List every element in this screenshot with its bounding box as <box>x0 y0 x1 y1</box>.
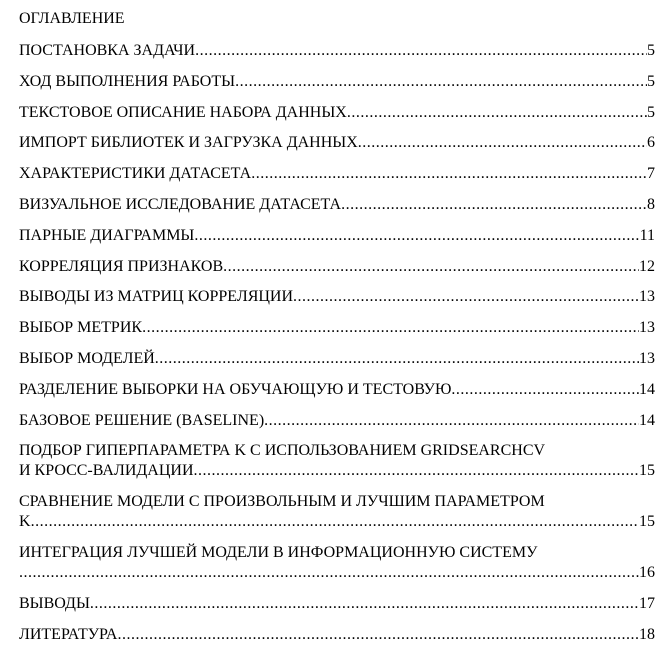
dot-leader <box>195 41 647 61</box>
toc-entry-page: 8 <box>647 195 655 213</box>
toc-entry-title: ПОСТАНОВКА ЗАДАЧИ <box>19 42 196 59</box>
dot-leader <box>341 195 647 215</box>
toc-entry-page: 15 <box>639 513 655 531</box>
toc-entry-train-test-split[interactable] <box>19 380 655 400</box>
dot-leader <box>31 512 639 532</box>
dot-leader <box>117 625 639 645</box>
toc-entry-page: 17 <box>639 594 655 612</box>
toc-entry-page: 15 <box>639 462 655 480</box>
toc-entry-title-line1: ИНТЕГРАЦИЯ ЛУЧШЕЙ МОДЕЛИ В ИНФОРМАЦИОННУЮ СИСТЕМУ <box>19 543 538 561</box>
toc-entry-title: ТЕКСТОВОЕ ОПИСАНИЕ НАБОРА ДАННЫХ <box>19 103 347 121</box>
toc-entry-hyperparameter-search[interactable] <box>19 441 655 481</box>
toc-entry-model-selection[interactable] <box>19 349 655 369</box>
dot-leader <box>142 318 639 338</box>
toc-entry-title: ХАРАКТЕРИСТИКИ ДАТАСЕТА <box>19 165 252 183</box>
toc-entry-title: ВЫВОДЫ <box>19 594 90 612</box>
dot-leader <box>451 380 639 400</box>
toc-entry-page: 7 <box>647 165 655 183</box>
toc-entry-library-import[interactable] <box>19 133 655 153</box>
toc-entry-title: ВЫБОР МОДЕЛЕЙ <box>19 349 155 367</box>
toc-entry-dataset-characteristics[interactable] <box>19 164 655 184</box>
toc-entry-title-line2: K <box>19 513 31 531</box>
toc-entry-metric-selection[interactable] <box>19 318 655 338</box>
toc-entry-page: 12 <box>639 257 655 275</box>
toc-entry-page: 14 <box>639 411 655 429</box>
toc-entry-title: ВЫВОДЫ ИЗ МАТРИЦ КОРРЕЛЯЦИИ <box>19 288 294 306</box>
toc-entry-dataset-description[interactable] <box>19 103 655 123</box>
dot-leader <box>251 164 647 184</box>
toc-entry-page: 5 <box>647 103 655 121</box>
dot-leader <box>19 563 639 583</box>
toc-entry-title: ИМПОРТ БИБЛИОТЕК И ЗАГРУЗКА ДАННЫХ <box>19 134 358 152</box>
toc-entry-title: БАЗОВОЕ РЕШЕНИЕ (BASELINE) <box>19 411 265 429</box>
dot-leader <box>194 226 639 246</box>
toc-entry-page: 16 <box>639 563 655 581</box>
toc-entry-page: 6 <box>647 134 655 152</box>
toc-entry-feature-correlation[interactable] <box>19 257 655 277</box>
dot-leader <box>358 133 647 153</box>
toc-entry-title-line1: ПОДБОР ГИПЕРПАРАМЕТРА K С ИСПОЛЬЗОВАНИЕМ GRIDSEARCHCV <box>19 442 546 460</box>
toc-entry-page: 5 <box>647 72 655 90</box>
toc-entry-correlation-conclusions[interactable] <box>19 287 655 307</box>
dot-leader <box>90 594 639 614</box>
dot-leader <box>347 103 647 123</box>
toc-entry-page: 13 <box>639 288 655 306</box>
dot-leader <box>264 411 639 431</box>
toc-entry-title: КОРРЕЛЯЦИЯ ПРИЗНАКОВ <box>19 257 224 275</box>
toc-entry-page: 13 <box>639 319 655 337</box>
toc-entry-title-line1: СРАВНЕНИЕ МОДЕЛИ С ПРОИЗВОЛЬНЫМ И ЛУЧШИМ ПАРАМЕТРОМ <box>19 493 545 511</box>
toc-entry-title: ВЫБОР МЕТРИК <box>19 319 143 337</box>
toc-entry-page: 14 <box>639 380 655 398</box>
toc-entry-model-integration[interactable] <box>19 543 655 583</box>
toc-entry-baseline[interactable] <box>19 411 655 431</box>
toc-entry-page: 18 <box>639 625 655 643</box>
dot-leader <box>155 349 639 369</box>
toc-entry-references[interactable] <box>19 625 655 645</box>
toc-entry-page: 11 <box>639 226 655 244</box>
toc-entry-pair-plots[interactable] <box>19 226 655 246</box>
toc-entry-model-comparison[interactable] <box>19 492 655 532</box>
dot-leader <box>293 287 639 307</box>
toc-entry-title-line2: И КРОСС-ВАЛИДАЦИИ <box>19 462 194 480</box>
toc-entry-title: ПАРНЫЕ ДИАГРАММЫ <box>19 226 195 244</box>
dot-leader <box>223 257 639 277</box>
toc-heading: ОГЛАВЛЕНИЕ <box>19 10 125 27</box>
toc-entry-problem-statement[interactable] <box>19 41 655 61</box>
toc-entry-conclusions[interactable] <box>19 594 655 614</box>
toc-entry-title: ХОД ВЫПОЛНЕНИЯ РАБОТЫ <box>19 72 236 90</box>
dot-leader <box>235 72 647 92</box>
dot-leader <box>194 461 640 481</box>
toc-entry-visual-exploration[interactable] <box>19 195 655 215</box>
table-of-contents <box>19 9 655 655</box>
toc-entry-page: 13 <box>639 349 655 367</box>
toc-entry-title: РАЗДЕЛЕНИЕ ВЫБОРКИ НА ОБУЧАЮЩУЮ И ТЕСТОВУЮ <box>19 380 452 398</box>
toc-entry-title: ЛИТЕРАТУРА <box>19 625 118 643</box>
toc-entry-page: 5 <box>647 42 655 59</box>
toc-entry-work-progress[interactable] <box>19 72 655 92</box>
toc-entry-title: ВИЗУАЛЬНОЕ ИССЛЕДОВАНИЕ ДАТАСЕТА <box>19 195 342 213</box>
